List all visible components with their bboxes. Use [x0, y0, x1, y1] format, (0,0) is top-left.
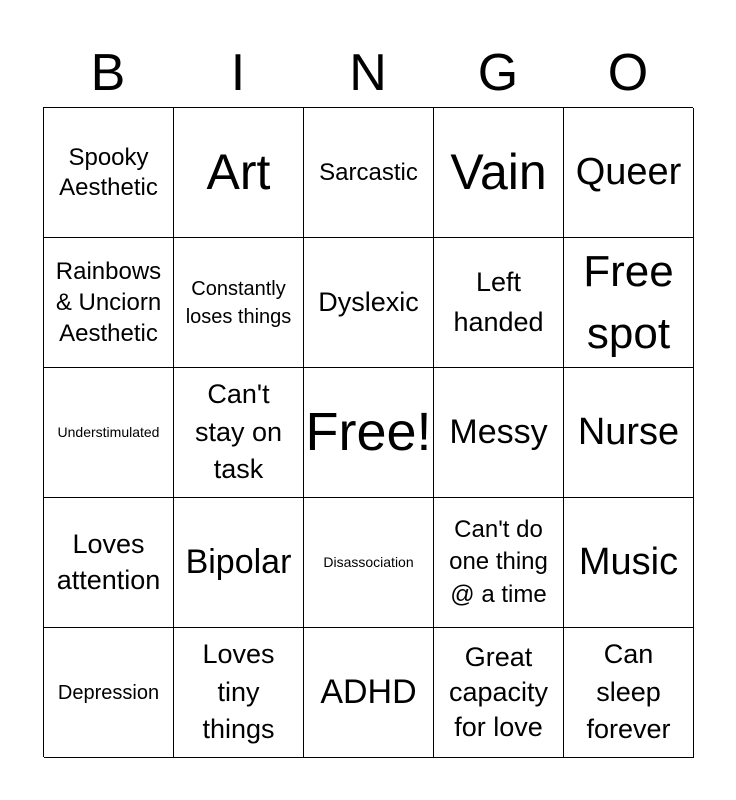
cell-text: Vain [450, 143, 547, 200]
bingo-cell[interactable] [174, 628, 304, 758]
bingo-cell[interactable] [44, 628, 174, 758]
bingo-cell[interactable] [304, 628, 434, 758]
bingo-cell[interactable] [434, 238, 564, 368]
bingo-cell[interactable] [304, 368, 434, 498]
cell-text: ADHD [320, 672, 417, 711]
bingo-cell[interactable] [174, 368, 304, 498]
bingo-board [43, 107, 693, 757]
bingo-cell[interactable] [304, 498, 434, 628]
cell-text: Spooky Aesthetic [59, 143, 158, 201]
cell-text: Nurse [577, 410, 680, 453]
cell-text: Understimulated [57, 424, 160, 441]
bingo-cell[interactable] [304, 238, 434, 368]
cell-text: Dyslexic [318, 286, 419, 317]
cell-text: Can't do one thing @ a time [449, 515, 548, 608]
cell-text: Loves tiny things [202, 638, 275, 745]
bingo-cell[interactable] [434, 108, 564, 238]
bingo-cell[interactable] [44, 238, 174, 368]
cell-text: Rainbows & Unciorn Aesthetic [55, 257, 162, 348]
header-letter-b: B [90, 44, 126, 102]
header-letter-i: I [230, 44, 246, 102]
bingo-cell[interactable] [564, 628, 694, 758]
cell-text: Can sleep forever [586, 638, 671, 745]
cell-text: Art [206, 143, 271, 200]
cell-text: Music [578, 540, 679, 583]
bingo-cell[interactable] [174, 238, 304, 368]
cell-text: Bipolar [185, 542, 292, 581]
header-letter-o: O [607, 44, 649, 102]
header-letter-g: G [477, 44, 519, 102]
cell-text: Disassociation [323, 554, 414, 571]
cell-text: Great capacity for love [448, 641, 549, 743]
bingo-cell[interactable] [564, 498, 694, 628]
bingo-cell[interactable] [174, 498, 304, 628]
cell-text: Can't stay on task [194, 378, 283, 485]
bingo-cell[interactable] [44, 108, 174, 238]
header-letter-n: N [349, 44, 387, 102]
cell-text: Queer [575, 150, 682, 193]
bingo-header [43, 38, 693, 108]
bingo-cell[interactable] [44, 498, 174, 628]
cell-text: Loves attention [56, 529, 161, 595]
bingo-cell[interactable] [44, 368, 174, 498]
bingo-cell[interactable] [564, 238, 694, 368]
cell-text: Messy [449, 412, 548, 451]
cell-text: Depression [57, 681, 160, 704]
bingo-cell[interactable] [304, 108, 434, 238]
bingo-cell[interactable] [434, 628, 564, 758]
bingo-cell[interactable] [564, 368, 694, 498]
bingo-cell[interactable] [174, 108, 304, 238]
bingo-cell[interactable] [434, 498, 564, 628]
cell-text: Free! [305, 402, 432, 463]
cell-text: Left handed [453, 267, 544, 337]
cell-text: Constantly loses things [185, 277, 292, 328]
bingo-cell[interactable] [564, 108, 694, 238]
bingo-cell[interactable] [434, 368, 564, 498]
cell-text: Free spot [583, 246, 674, 358]
cell-text: Sarcastic [319, 158, 418, 186]
